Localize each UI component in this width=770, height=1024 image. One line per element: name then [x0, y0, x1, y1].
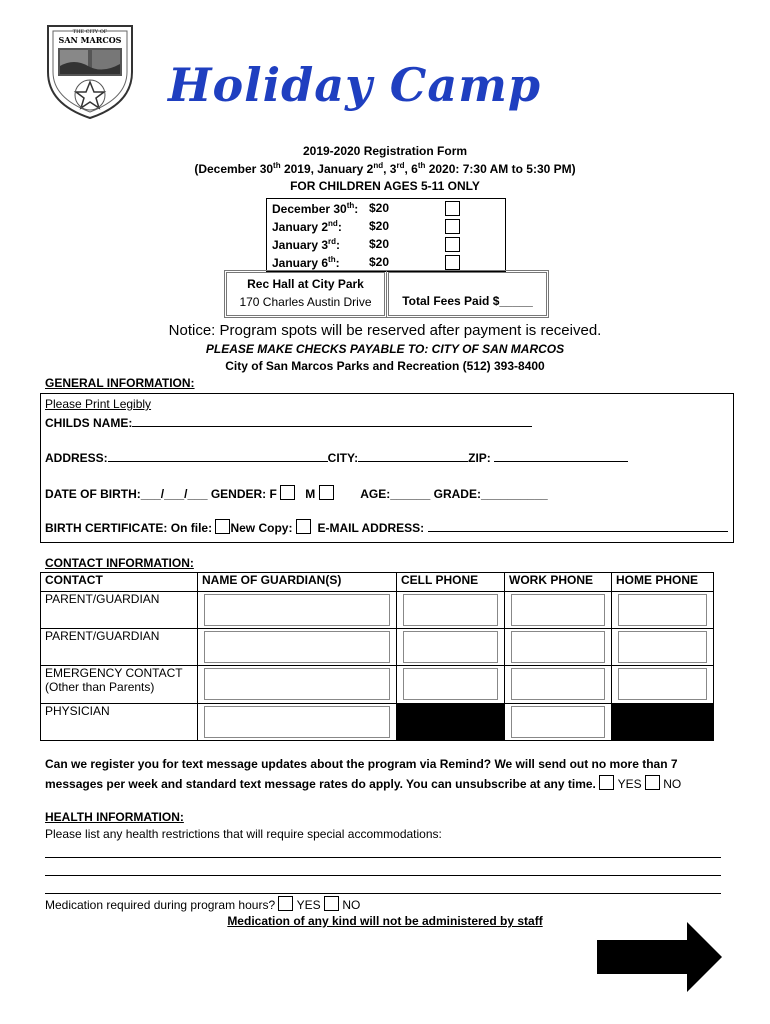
guardian-name-cell[interactable] — [198, 666, 397, 704]
cell-phone-cell[interactable] — [397, 592, 505, 629]
location-name: Rec Hall at City Park — [247, 277, 364, 291]
crest-line1: THE CITY OF — [72, 29, 108, 35]
childs-name-line[interactable] — [132, 415, 532, 427]
date-checkbox[interactable] — [445, 219, 460, 234]
date-row: January 3rd: — [272, 237, 341, 252]
birth-cert-label: BIRTH CERTIFICATE: On file: — [45, 521, 213, 535]
parks-contact: City of San Marcos Parks and Recreation (512) 393-8400 — [225, 359, 545, 373]
remind-line2-text: messages per week and standard text message rates do apply. You can unsubscribe at any time. — [45, 777, 596, 791]
health-prompt: Please list any health restrictions that will require special accommodations: — [45, 827, 442, 841]
column-header: CONTACT — [41, 573, 198, 592]
guardian-name-cell[interactable] — [198, 629, 397, 666]
column-header: NAME OF GUARDIAN(S) — [198, 573, 397, 592]
contact-table — [40, 572, 714, 741]
dob-row — [45, 485, 548, 501]
remind-line2 — [45, 775, 681, 791]
dates-box — [266, 198, 506, 272]
date-price: $20 — [369, 255, 390, 269]
dob-field[interactable]: DATE OF BIRTH:___/___/___ — [45, 487, 208, 501]
checks-payable: PLEASE MAKE CHECKS PAYABLE TO: CITY OF SAN MARCOS — [205, 342, 565, 356]
birth-cert-newcopy-checkbox[interactable] — [296, 519, 311, 534]
zip-label: ZIP: — [468, 451, 491, 465]
city-crest-logo — [44, 22, 136, 123]
date-price: $20 — [369, 237, 390, 251]
next-arrow-icon[interactable] — [597, 922, 725, 995]
dates-line: (December 30th 2019, January 2nd, 3rd, 6th 2020: 7:30 AM to 5:30 PM) — [194, 161, 576, 176]
remind-yes-label: YES — [617, 777, 642, 791]
crest-line2: SAN MARCOS — [58, 35, 122, 45]
blocked-cell — [612, 704, 714, 741]
health-line[interactable] — [45, 857, 721, 858]
cell-phone-cell[interactable] — [397, 666, 505, 704]
gender-m-checkbox[interactable] — [319, 485, 334, 500]
work-phone-cell[interactable] — [505, 592, 612, 629]
medication-note: Medication of any kind will not be administered by staff — [227, 914, 543, 928]
remind-yes-checkbox[interactable] — [599, 775, 614, 790]
grade-field[interactable]: GRADE:__________ — [433, 487, 548, 501]
column-header: CELL PHONE — [397, 573, 505, 592]
date-checkbox[interactable] — [445, 201, 460, 216]
location-address: 170 Charles Austin Drive — [239, 295, 372, 309]
form-year: 2019-2020 Registration Form — [302, 144, 468, 158]
home-phone-cell[interactable] — [612, 629, 714, 666]
home-phone-cell[interactable] — [612, 592, 714, 629]
contact-type-label: EMERGENCY CONTACT — [45, 666, 183, 680]
age-field[interactable]: AGE:______ — [360, 487, 431, 501]
medication-row — [45, 896, 360, 912]
guardian-name-cell[interactable] — [198, 704, 397, 741]
total-fees[interactable]: Total Fees Paid $_____ — [402, 294, 533, 308]
address-label: ADDRESS: — [45, 451, 108, 465]
general-info-box — [40, 393, 734, 543]
gender-label: GENDER: F — [210, 487, 277, 501]
total-fees-box — [386, 270, 549, 318]
cell-phone-cell[interactable] — [397, 629, 505, 666]
general-heading: GENERAL INFORMATION: — [45, 376, 195, 390]
table-row — [41, 592, 714, 629]
date-row: January 2nd: — [272, 219, 342, 234]
gender-m-label: M — [305, 487, 316, 501]
date-price: $20 — [369, 219, 390, 233]
health-line[interactable] — [45, 875, 721, 876]
date-price: $20 — [369, 201, 390, 215]
health-heading: HEALTH INFORMATION: — [45, 810, 184, 824]
city-label: CITY: — [327, 451, 359, 465]
work-phone-cell[interactable] — [505, 704, 612, 741]
column-header: HOME PHONE — [612, 573, 714, 592]
new-copy-label: New Copy: — [230, 521, 293, 535]
table-header-row — [41, 573, 714, 592]
contact-type: PARENT/GUARDIAN — [41, 629, 198, 666]
table-row — [41, 666, 714, 704]
notice: Notice: Program spots will be reserved after payment is received. — [168, 322, 602, 339]
medication-yes-checkbox[interactable] — [278, 896, 293, 911]
city-line[interactable] — [358, 450, 468, 462]
medication-question: Medication required during program hours? — [45, 898, 276, 912]
date-row: January 6th: — [272, 255, 340, 270]
medication-no-label: NO — [342, 898, 361, 912]
email-line[interactable] — [428, 520, 728, 532]
medication-yes-label: YES — [296, 898, 321, 912]
ages-line: FOR CHILDREN AGES 5-11 ONLY — [290, 179, 480, 193]
childs-name-label: CHILDS NAME: — [45, 416, 133, 430]
address-line[interactable] — [108, 450, 328, 462]
medication-no-checkbox[interactable] — [324, 896, 339, 911]
email-label: E-MAIL ADDRESS: — [317, 521, 425, 535]
remind-no-checkbox[interactable] — [645, 775, 660, 790]
location-box — [224, 270, 387, 318]
address-row — [45, 450, 628, 465]
remind-no-label: NO — [663, 777, 682, 791]
page-title: Holiday Camp — [168, 58, 542, 112]
date-checkbox[interactable] — [445, 237, 460, 252]
table-row — [41, 629, 714, 666]
birth-cert-row — [45, 519, 728, 535]
date-checkbox[interactable] — [445, 255, 460, 270]
childs-name-field[interactable] — [45, 415, 532, 430]
blocked-cell — [397, 704, 505, 741]
work-phone-cell[interactable] — [505, 666, 612, 704]
contact-heading: CONTACT INFORMATION: — [45, 556, 194, 570]
zip-line[interactable] — [494, 450, 628, 462]
home-phone-cell[interactable] — [612, 666, 714, 704]
emergency-sub: (Other than Parents) — [45, 680, 155, 694]
contact-type: PARENT/GUARDIAN — [41, 592, 198, 629]
print-legibly: Please Print Legibly — [45, 397, 152, 411]
date-row: December 30th: — [272, 201, 359, 216]
column-header: WORK PHONE — [505, 573, 612, 592]
table-row — [41, 704, 714, 741]
guardian-name-cell[interactable] — [198, 592, 397, 629]
birth-cert-onfile-checkbox[interactable] — [215, 519, 230, 534]
health-line[interactable] — [45, 893, 721, 894]
work-phone-cell[interactable] — [505, 629, 612, 666]
remind-line1: Can we register you for text message updates about the program via Remind? We will send out no more than 7 — [45, 757, 678, 771]
gender-f-checkbox[interactable] — [280, 485, 295, 500]
contact-type: PHYSICIAN — [41, 704, 198, 741]
contact-type — [41, 666, 198, 704]
